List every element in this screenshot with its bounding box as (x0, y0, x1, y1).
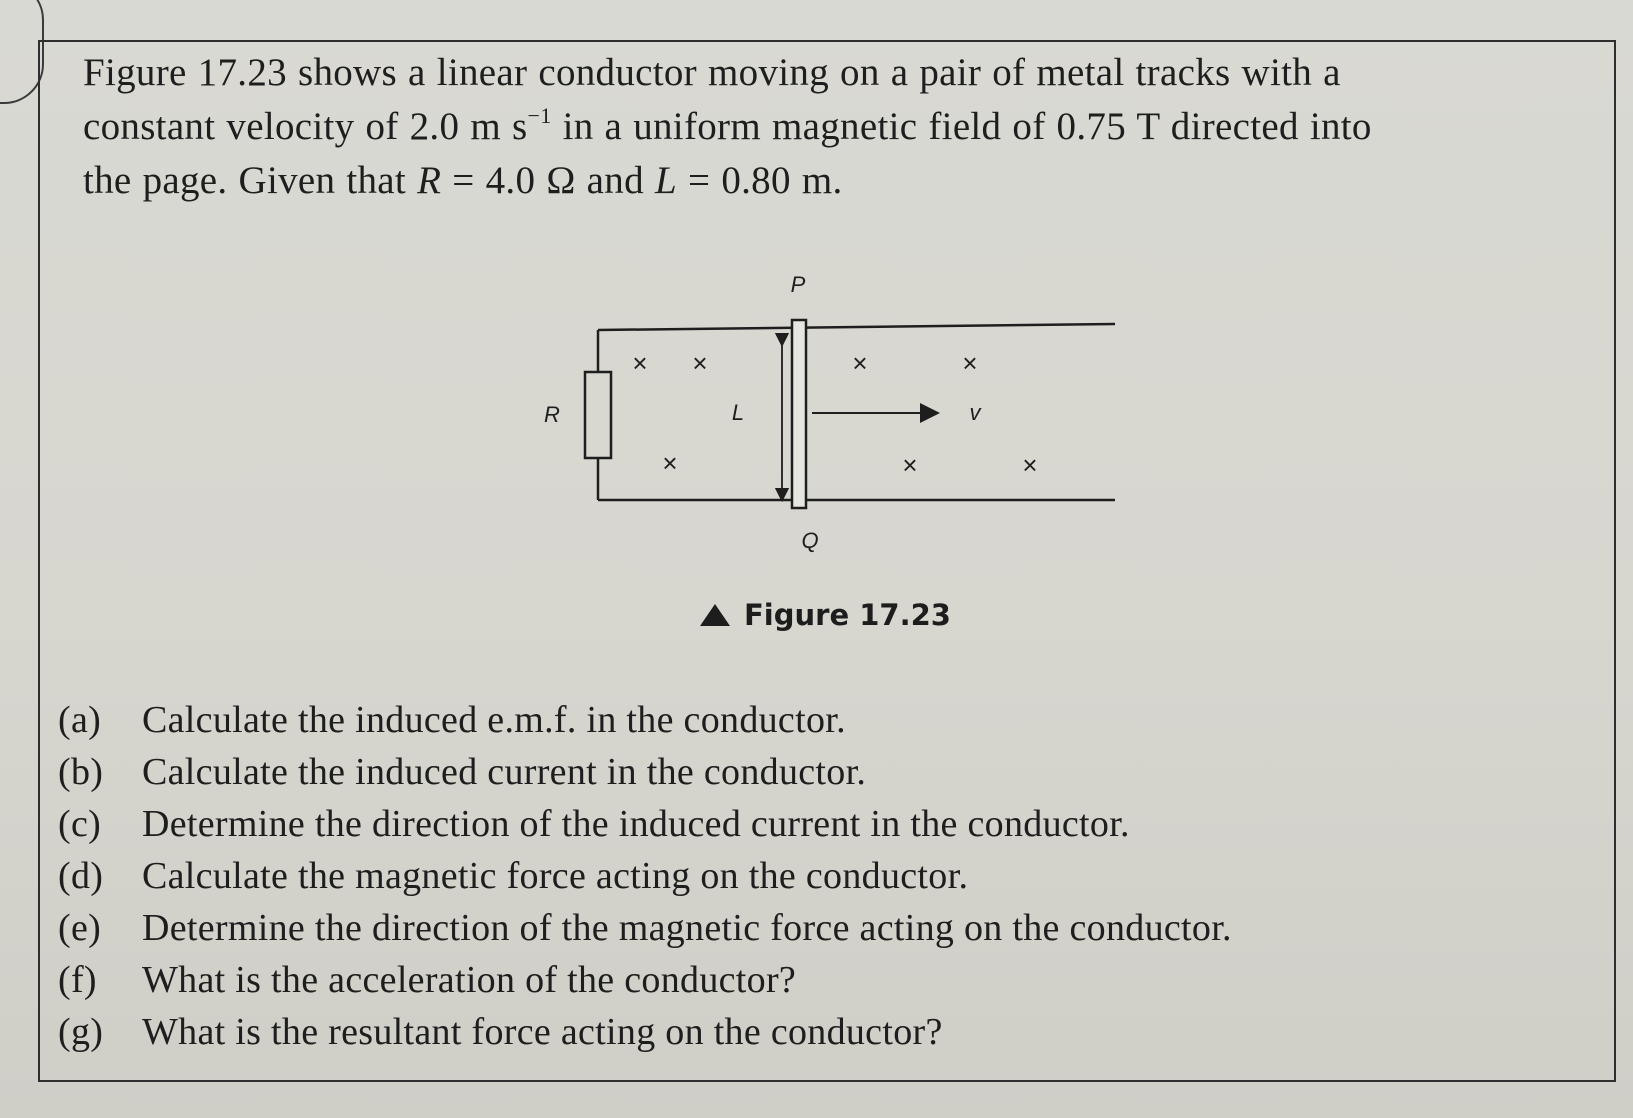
question-label: (b) (58, 751, 104, 793)
question-item (58, 746, 1232, 798)
question-label: (d) (58, 855, 104, 897)
intro-line-3 (83, 154, 1613, 208)
label-l: L (731, 400, 745, 425)
caption-triangle-icon (700, 604, 730, 626)
intro-symbol-l: L (654, 159, 677, 202)
field-cross: × (662, 448, 678, 478)
label-q: Q (801, 528, 819, 553)
question-label: (g) (58, 1011, 104, 1053)
figure-diagram (520, 260, 1120, 560)
question-text: Determine the direction of the magnetic force acting on the conductor. (142, 907, 1232, 949)
intro-line-1: Figure 17.23 shows a linear conductor moving on a pair of metal tracks with a (83, 51, 1341, 94)
label-p: P (790, 272, 806, 297)
question-item (58, 798, 1232, 850)
question-label: (f) (58, 959, 97, 1001)
label-v: v (969, 400, 981, 425)
question-item (58, 1006, 1232, 1058)
intro-resistance: = 4.0 Ω and (441, 159, 655, 202)
question-item (58, 954, 1232, 1006)
intro-symbol-r: R (417, 159, 442, 202)
question-label: (a) (58, 699, 102, 741)
question-text: Calculate the induced e.m.f. in the conductor. (142, 699, 846, 741)
question-text: Calculate the induced current in the conductor. (142, 751, 867, 793)
field-cross: × (692, 348, 708, 378)
question-item (58, 850, 1232, 902)
question-text: What is the resultant force acting on the conductor? (142, 1011, 943, 1053)
resistor (585, 372, 611, 458)
field-cross: × (962, 348, 978, 378)
question-list (58, 694, 1232, 1058)
question-item (58, 694, 1232, 746)
question-label: (e) (58, 907, 102, 949)
caption-text: Figure 17.23 (744, 598, 951, 632)
question-text: What is the acceleration of the conductor? (142, 959, 797, 1001)
conductor-rod (792, 320, 806, 508)
intro-line-2 (83, 100, 1613, 154)
intro-velocity: constant velocity of 2.0 m s (83, 105, 528, 148)
field-cross: × (632, 348, 648, 378)
label-r: R (544, 402, 560, 427)
intro-field: in a uniform magnetic field of 0.75 T directed into (551, 105, 1372, 148)
field-cross: × (852, 348, 868, 378)
question-item (58, 902, 1232, 954)
circuit-diagram (520, 260, 1120, 560)
field-cross: × (1022, 450, 1038, 480)
question-label: (c) (58, 803, 102, 845)
question-text: Determine the direction of the induced current in the conductor. (142, 803, 1130, 845)
intro-given: the page. Given that (83, 159, 418, 202)
problem-statement (83, 46, 1613, 208)
figure-caption (700, 598, 951, 632)
top-track (598, 324, 1115, 330)
question-text: Calculate the magnetic force acting on the conductor. (142, 855, 969, 897)
field-cross: × (902, 450, 918, 480)
intro-exponent: −1 (527, 103, 552, 128)
intro-length: = 0.80 m. (676, 159, 843, 202)
